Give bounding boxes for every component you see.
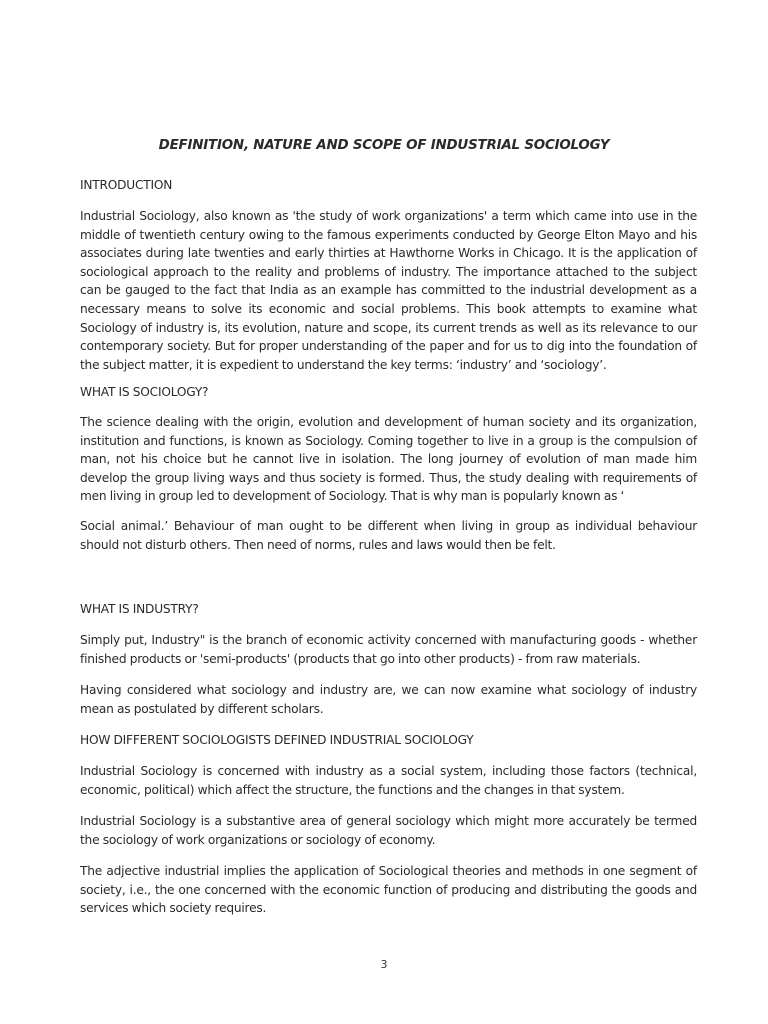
- section-heading-what-is-sociology: WHAT IS SOCIOLOGY?: [80, 385, 209, 399]
- paragraph-definition-2: Industrial Sociology is a substantive area of general sociology which might more accurately be termed the sociology of work organizations or sociology of economy.: [80, 814, 697, 847]
- page-title: DEFINITION, NATURE AND SCOPE OF INDUSTRIAL SOCIOLOGY: [158, 138, 610, 153]
- paragraph-definition-3: The adjective industrial implies the application of Sociological theories and methods in one segment of society, i.e., the one concerned with the economic function of producing and distributing the goods and services which society requires.: [80, 864, 697, 916]
- paragraph-industry-1: Simply put, Industry" is the branch of economic activity concerned with manufacturing goods - whether finished products or 'semi-products' (products that go into other products) - from raw materials.: [80, 633, 697, 666]
- section-heading-what-is-industry: WHAT IS INDUSTRY?: [80, 602, 199, 616]
- paragraph-sociology-2: Social animal.’ Behaviour of man ought to be different when living in group as individual behaviour should not disturb others. Then need of norms, rules and laws would then be felt.: [80, 519, 697, 552]
- section-heading-definitions: HOW DIFFERENT SOCIOLOGISTS DEFINED INDUSTRIAL SOCIOLOGY: [80, 733, 474, 747]
- paragraph-introduction: Industrial Sociology, also known as 'the study of work organizations' a term which came into use in the middle of twentieth century owing to the famous experiments conducted by George Elton Mayo and his associates during late twenties and early thirties at Hawthorne Works in Chicago. It is the application of sociological approach to the reality and problems of industry. The importance attached to the subject can be gauged to the fact that India as an example has committed to the industrial development as a necessary means to solve its economic and social problems. This book attempts to examine what Sociology of industry is, its evolution, nature and scope, its current trends as well as its relevance to our contemporary society. But for proper understanding of the paper and for us to dig into the foundation of the subject matter, it is expedient to understand the key terms: ‘industry’ and ‘sociology’.: [80, 209, 697, 372]
- paragraph-sociology-1: The science dealing with the origin, evolution and development of human society and its organization, institution and functions, is known as Sociology. Coming together to live in a group is the compulsion of man, not his choice but he cannot live in isolation. The long journey of evolution of man made him develop the group living ways and thus society is formed. Thus, the study dealing with requirements of men living in group led to development of Sociology. That is why man is popularly known as ‘: [80, 415, 697, 504]
- paragraph-industry-2: Having considered what sociology and industry are, we can now examine what sociology of industry mean as postulated by different scholars.: [80, 683, 697, 716]
- page-number: 3: [380, 958, 388, 971]
- section-heading-introduction: INTRODUCTION: [80, 178, 173, 192]
- paragraph-definition-1: Industrial Sociology is concerned with industry as a social system, including those factors (technical, economic, political) which affect the structure, the functions and the changes in that system.: [80, 764, 697, 797]
